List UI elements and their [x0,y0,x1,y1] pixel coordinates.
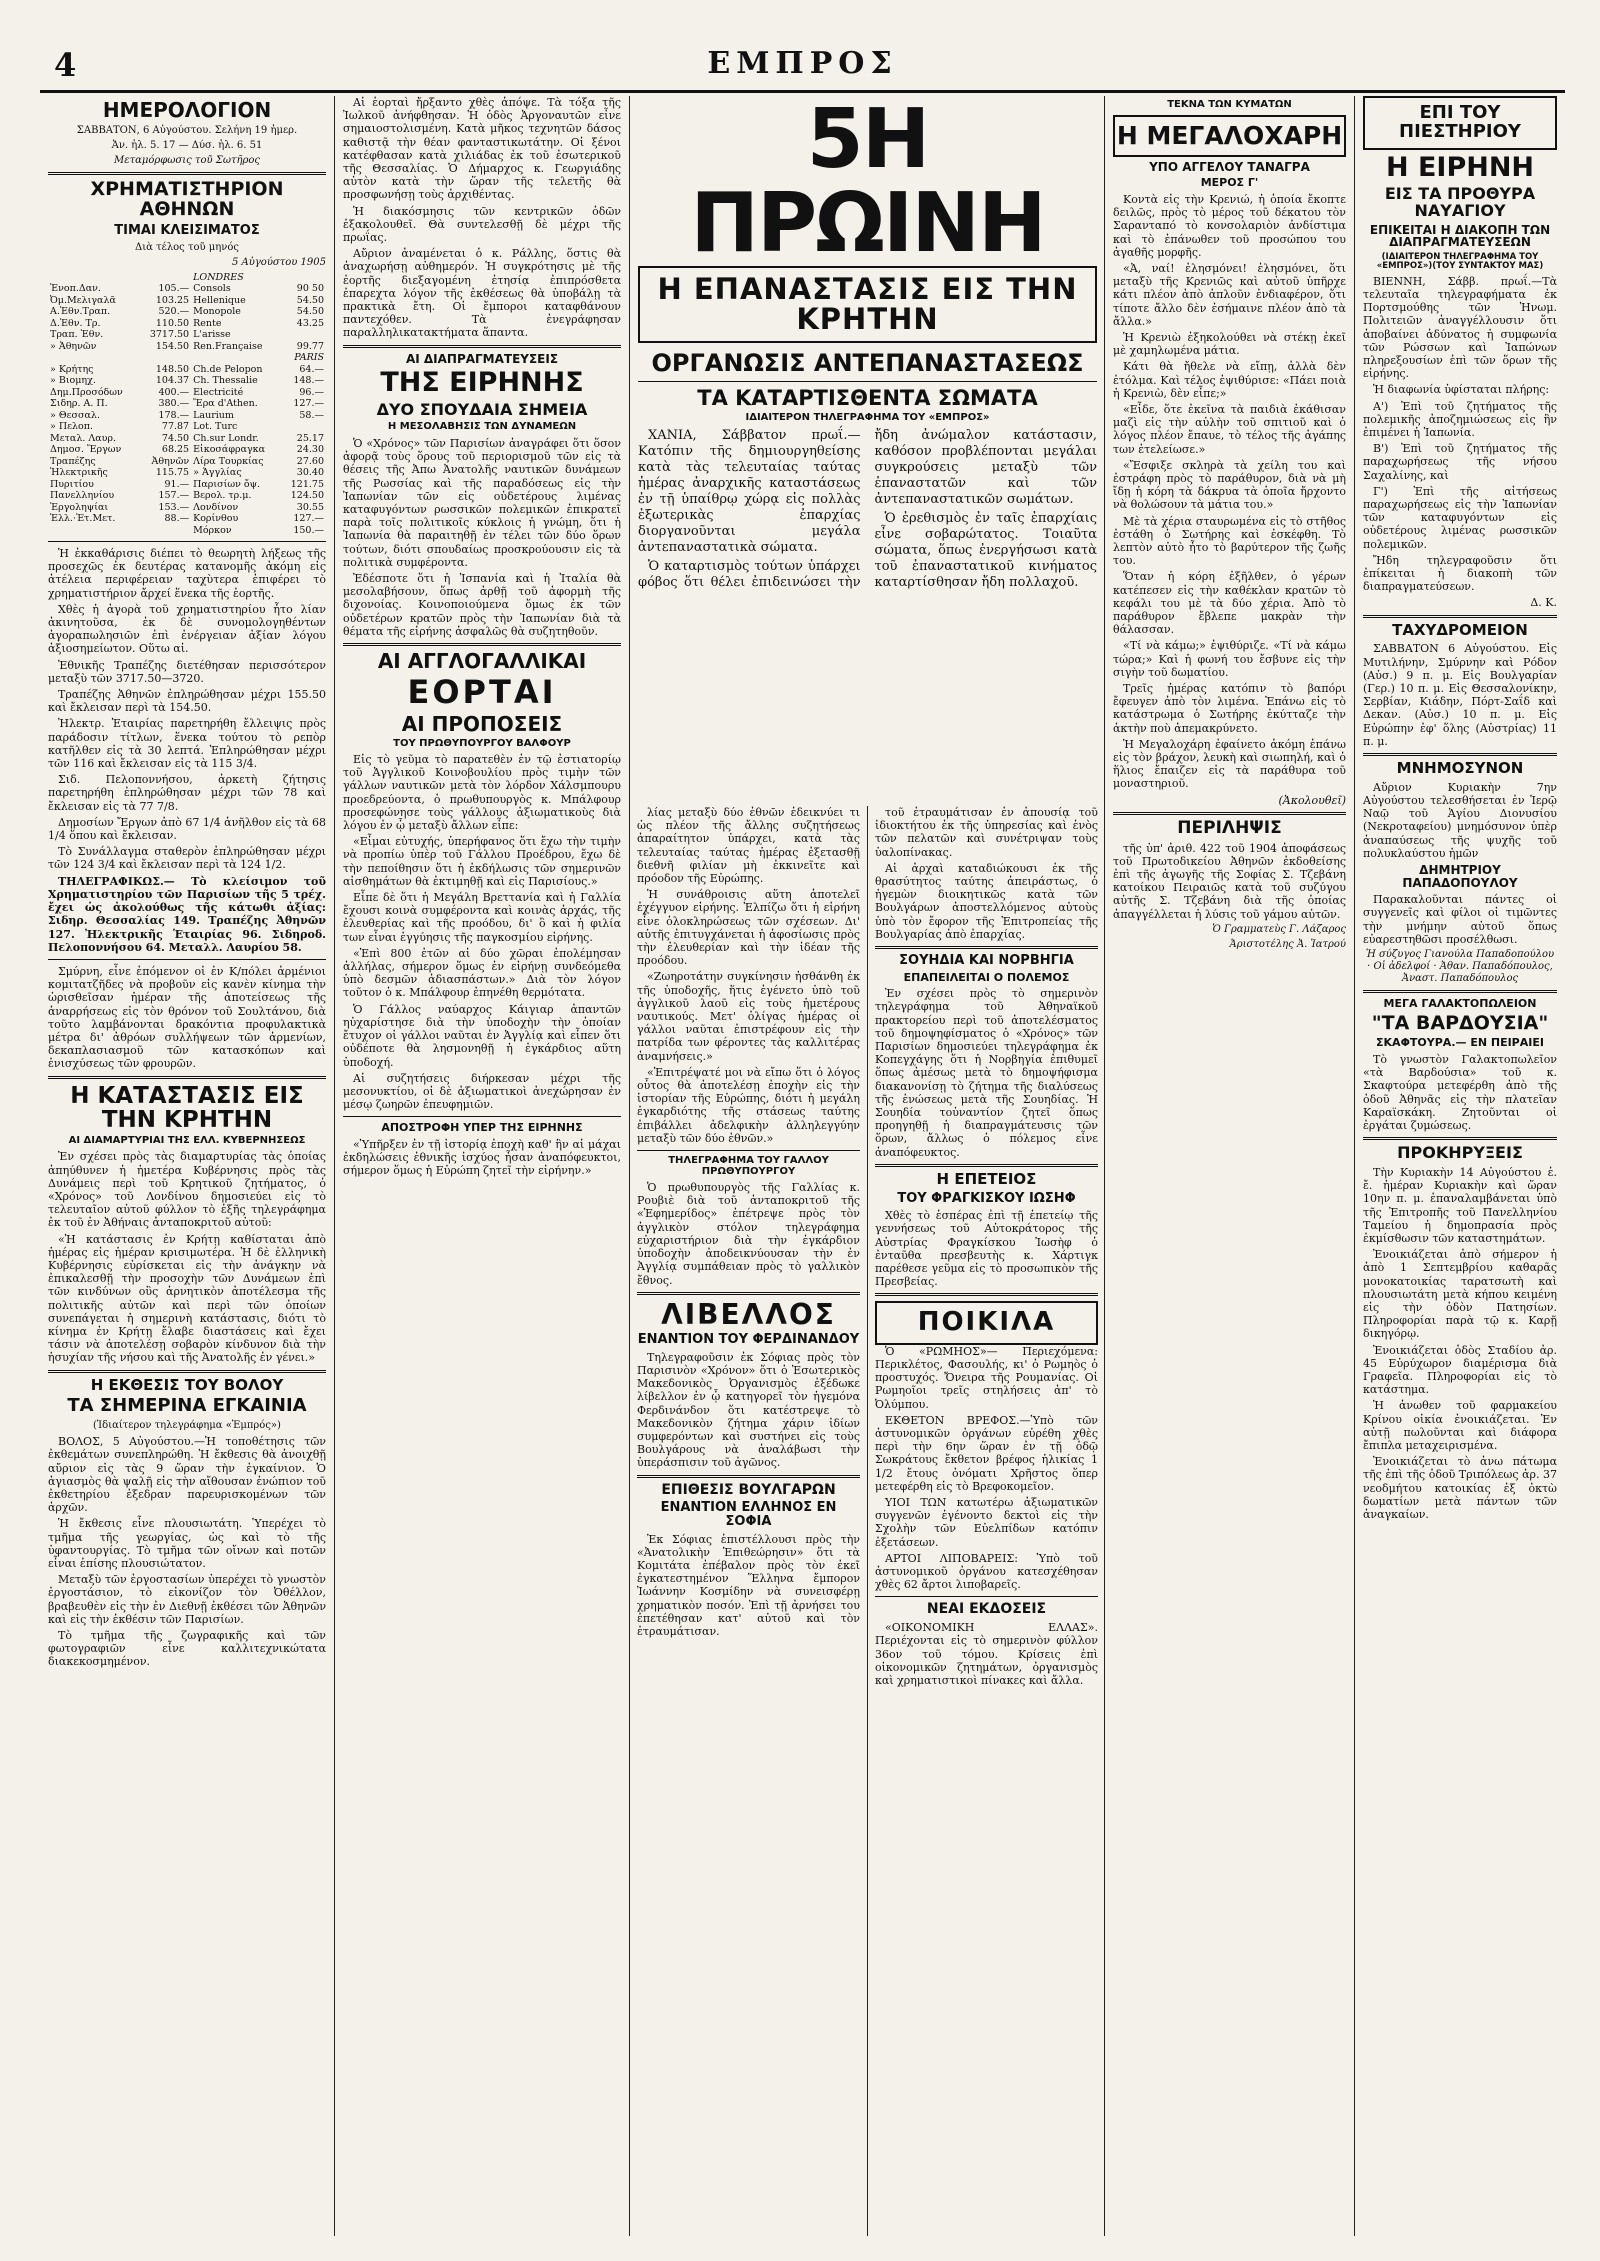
quote-cell: 157.— [158,490,190,502]
speech-paragraph: λίας μεταξὺ δύο ἐθνῶν ἐδεικνύει τι ὡς πλέον τῆς ἄλλης συζητήσεως ἀπαραίτητον ὑπάρχει, κατὰ τὰς τελευταίας ταύτας ἡμέρας ἐξετασθῇ διεθνῆ φιλίαν μὴ ἐκκινεῖτε καὶ πρόοδον τῆς Εὐρώπης. [637,806,860,886]
column-5 [1355,96,1565,2236]
dairy-kicker: ΜΕΓΑ ΓΑΛΑΚΤΟΠΩΛΕΙΟΝ [1383,996,1537,1010]
serial-paragraph: Κάτι θὰ ἤθελε νὰ εἴπῃ, ἀλλὰ δὲν ἐτόλμα. Καὶ τέλος ἐψιθύρισε: «Πάει ποιὰ ἡ Κρενιὼ, δὲν εἶπε;» [1113,360,1346,400]
quote-cell: Βερολ. τρ.μ. [193,490,252,502]
memorial-signature: Ἡ σύζυγος Γιανούλα Παπαδοπούλου · Οἱ ἀδελφοί · Ἀθαν. Παπαδόπουλος, Ἀναστ. Παπαδόπουλος [1365,948,1555,984]
lead-subtitle: ΟΡΓΑΝΩΣΙΣ ΑΝΤΕΠΑΝΑΣΤΑΣΕΩΣ [651,348,1084,377]
column-1 [40,96,335,2236]
quote-cell: Ch.sur Londr. [193,432,259,444]
peace-title: ΤΗΣ ΕΙΡΗΝΗΣ [380,367,584,399]
quote-cell: Πυριτίου [50,478,94,490]
bulgar-title: ΕΠΙΘΕΣΙΣ ΒΟΥΛΓΑΡΩΝ [661,1481,836,1498]
press-paragraph: Α') Ἐπὶ τοῦ ζητήματος τῆς πολεμικῆς ἀποζημιώσεως εἰς ἣν ἐπιμένει ἡ Ἰαπωνία. [1363,399,1557,439]
peace-article [343,437,621,638]
bulgar-continued-paragraph: Αἱ ἀρχαὶ καταδιώκουσι ἐκ τῆς θρασύτητος ταύτης ἀπειράστως, ὁ ἡγεμὼν διοικητικῶς κατὰ τῶν Βουλγάρων ἀποστελλόμενος αὐτοὺς ὑπὸ τὸν ἔφορον τῆς Ἐπιτροπείας τῆς Βουλγαρίας ἀπὸ ἐπαρχίας. [875,861,1098,941]
quote-row [48,283,326,295]
volos-continued-paragraph: Αἱ ἑορταὶ ἤρξαντο χθὲς ἀπόψε. Τὰ τόξα τῆς Ἰωλκοῦ ἀνήφθησαν. Ἡ ὁδὸς Ἀργοναυτῶν εἶνε σημαιοστολισμένη. Κατὰ μῆκος τεχνητῶν δάσος καθιστᾷ τὴν θέαν φανταστικωτάτην. Οἱ ξένοι κατέφθασαν κατὰ χιλιάδας ἐκ τοῦ ἐσωτερικοῦ τῆς Θεσσαλίας. Ὁ Δήμαρχος κ. Γεωργιάδης αὐτὸν κατὰ τὴν ὥραν τῆς τελετῆς θὰ προσφωνήσῃ τοὺς ἀρχιθέντας. [343,96,621,202]
quote-cell: Ἀθηνῶν [151,455,190,467]
serial-title: Η ΜΕΓΑΛΟΧΑΡΗ [1116,120,1343,150]
quote-cell: Ἐργοληψίαι [50,501,109,513]
quote-cell: 54.50 [296,294,324,306]
press-article [1363,275,1557,594]
serial-paragraph: «Τί νὰ κάμω;» ἐψιθύριζε. «Τί νὰ κάμω τώρα;» Καὶ ἡ φωνή του ἔσβυνε εἰς τὴν σιγὴν τοῦ δωματίου. [1113,639,1346,679]
volos-subtitle: ΤΑ ΣΗΜΕΡΙΝΑ ΕΓΚΑΙΝΙΑ [67,1395,307,1417]
peace-subtitle: ΔΥΟ ΣΠΟΥΔΑΙΑ ΣΗΜΕΙΑ [376,399,588,419]
volos-paragraph: ΒΟΛΟΣ, 5 Αὐγούστου.—Ἡ τοποθέτησις τῶν ἐκθεμάτων συνεπληρώθη. Ἡ ἔκθεσις θὰ ἀνοιχθῇ αὔριον εἰς τὰς 9 ὥραν τὴν ἐγκαίνιον. Ὁ ἀγιασμὸς θὰ ψαλῇ εἰς τὴν αἴθουσαν ἐνώπιον τοῦ ἐκθετηρίου ἐξεδραν παρευρισκομένων τῶν ἀρχῶν. [48,1435,326,1515]
bulgar-article-continued [875,806,1098,941]
anglo-subtitle-2: ΤΟΥ ΠΡΩΘΥΠΟΥΡΓΟΥ ΒΑΛΦΟΥΡ [393,737,571,749]
serial-paragraph: «Εἶδε, ὅτε ἐκεῖνα τὰ παιδιὰ ἐκάθισαν μαζὶ εἰς τὴν αὐλὴν τοῦ σπιτιοῦ καὶ ὁ λόγος πλέον ἔπαυε, τὸ τέλος τῆς ἀγάπης των ἐτελείωσε.» [1113,402,1346,456]
jubilee-title: Η ΕΠΕΤΕΙΟΣ [936,1169,1037,1188]
quote-row [48,525,326,537]
quote-row [48,410,326,422]
misc-paragraph: ΑΡΤΟΙ ΛΙΠΟΒΑΡΕΙΣ: Ὑπὸ τοῦ ἀστυνομικοῦ ὀργάνου κατεσχέθησαν χθὲς 62 ἄρτοι λιποβαρεῖς. [875,1551,1098,1592]
market-paragraph: Ἐθνικῆς Τραπέζης διετέθησαν περισσότερον μεταξὺ τῶν 3717.50—3720. [48,658,326,685]
press-paragraph: Γ') Ἐπὶ τῆς αἰτήσεως παραχωρήσεως εἰς τὴν Ἰαπωνίαν τῶν καταφυγόντων εἰς οὐδετέρους λιμένας ρωσσικῶν πολεμικῶν. [1363,484,1557,551]
apostrophe-paragraph: «Ὑπῆρξεν ἐν τῇ ἱστορίᾳ ἐποχὴ καθ' ἣν αἱ μάχαι ἐκδηλώσεις ἐθνικῆς ἰσχύος ἦσαν ἀναπόφευκτοι, σήμερον ὅμως ἡ Εὐρώπη ζητεῖ τὴν εἰρήνην.» [343,1137,621,1178]
quote-cell: 127.— [293,513,324,525]
bulgar-continued-paragraph: τοῦ ἐτραυμάτισαν ἐν ἀπουσίᾳ τοῦ ἰδιοκτήτου ἐκ τῆς ὑπηρεσίας καὶ ἑνὸς τῶν πελατῶν καὶ συνέτριψαν τοὺς ὑαλοπίνακας. [875,806,1098,859]
serial-paragraph: Ἡ Μεγαλοχάρη ἐφαίνετο ἀκόμη ἐπάνω εἰς τὸν βράχον, λευκὴ καὶ σιωπηλή, καὶ ὁ ἥλιος ἔπαιζεν εἰς τὰ παράθυρα τοῦ μοναστηριοῦ. [1113,737,1346,791]
speech-paragraph: «Ζωηροτάτην συγκίνησιν ἠσθάνθη ἐκ τῆς ὑποδοχῆς, ἥτις ἐγένετο ὑπὸ τοῦ ἀγγλικοῦ λαοῦ εἰς τοὺς ἡμετέρους ναυτικούς. Μετ' ὀλίγας ἡμέρας οἱ γάλλοι ναῦται ἐπιστρέφουν εἰς τὴν πατρίδα των φέροντες τὰς καλλιτέρας ἀναμνήσεις.» [637,970,860,1063]
masthead [40,46,1565,93]
press-subtitle: ΕΙΣ ΤΑ ΠΡΟΘΥΡΑ ΝΑΥΑΓΙΟΥ [1384,184,1536,220]
quote-cell: Ἔρα d'Athen. [193,398,258,410]
quote-cell: Ὀμ.Μελιγαλᾶ [50,294,116,306]
quote-cell: 74.50 [161,432,190,444]
quote-cell: 154.50 [155,340,190,352]
perilipsis-title: ΠΕΡΙΛΗΨΙΣ [1177,817,1282,838]
quote-cell: Μόρκον [193,524,232,536]
quote-row [48,387,326,399]
dairy-subtitle: ΣΚΑΦΤΟΥΡΑ.— ΕΝ ΠΕΙΡΑΙΕΙ [1376,1036,1544,1050]
speech-continued [637,806,860,1145]
quote-row [48,375,326,387]
quote-cell: 148.— [293,375,324,387]
quote-cell: 148.50 [155,363,190,375]
quote-cell [282,329,326,341]
thanks-title: ΤΗΛΕΓΡΑΦΗΜΑ ΤΟΥ ΓΑΛΛΟΥ ΠΡΩΘΥΠΟΥΡΓΟΥ [668,1155,829,1177]
sweden-title: ΣΟΥΗΔΙΑ ΚΑΙ ΝΟΡΒΗΓΙΑ [899,953,1074,969]
lead-title: Η ΕΠΑΝΑΣΤΑΣΙΣ ΕΙΣ ΤΗΝ ΚΡΗΤΗΝ [657,272,1078,337]
quote-cell: Monopole [193,306,241,318]
quote-cell: Ἐνοπ.Δαν. [50,283,101,295]
quote-cell: Δ.Ἐθν. Τρ. [50,317,101,329]
quote-cell: 43.25 [296,317,324,329]
page-number: 4 [54,46,77,84]
notice-paragraph: Ἡ ἀνωθεν τοῦ φαρμακείου Κρίνου οἰκία ἐνοικιάζεται. Ἐν αὐτῇ πωλοῦνται καὶ διάφορα ἔπιπλα μεταχειρισμένα. [1363,1399,1557,1453]
perilipsis-paragraph: τῆς ὑπ' ἀριθ. 422 τοῦ 1904 ἀποφάσεως τοῦ Πρωτοδικείου Ἀθηνῶν ἐκδοθείσης ἐπὶ τῆς ἀγωγῆς τῆς Σοφίας Σ. Τζεβάνη κατοίκου Πειραιῶς κατὰ τοῦ συζύγου αὐτῆς Σ. Τζεβάνη διὰ τῆς ὁποίας ἀπαγγέλλεται ἡ λύσις τοῦ γάμου αὐτῶν. [1113,841,1346,921]
quote-cell: Εἰκοσάφραγκα [193,444,266,456]
anglo-paragraph: Ὁ Γάλλος ναύαρχος Κάιγιαρ ἀπαντῶν ηὐχαρίστησε διὰ τὴν ὑποδοχὴν τὴν ὁποίαν ἔτυχον οἱ γάλλοι ναῦται ἐν Ἀγγλίᾳ καὶ εἶπεν ὅτι οὐδέποτε θὰ λησμονηθῇ ἡ ἐγκάρδιος αὕτη ὑποδοχή. [343,1002,621,1069]
notices [1363,1166,1557,1521]
apostrophe-title: ΑΠΟΣΤΡΟΦΗ ΥΠΕΡ ΤΗΣ ΕΙΡΗΝΗΣ [381,1121,583,1135]
sweden-subtitle: ΕΠΑΠΕΙΛΕΙΤΑΙ Ο ΠΟΛΕΜΟΣ [903,970,1070,984]
serial-paragraph: «Ἔσφιξε σκληρὰ τὰ χείλη του καὶ ἐστράφη πρὸς τὸ παράθυρον, διὰ νὰ μὴ ἴδῃ ἡ κόρη τὰ δάκρυα τὰ ὁποῖα ἤρχοντο νὰ θολώσουν τὰ μάτια του.» [1113,458,1346,512]
peace-subtitle-2: Η ΜΕΣΟΛΑΒΗΣΙΣ ΤΩΝ ΔΥΝΑΜΕΩΝ [387,421,577,433]
quote-row [48,513,326,525]
memorial-paragraph: Αὔριον Κυριακὴν 7ην Αὐγούστου τελεσθήσεται ἐν Ἱερῷ Ναῷ τοῦ Ἁγίου Διονυσίου (Νεκροταφείου) μνημόσυνον ὑπὲρ ἀναπαύσεως τῆς ψυχῆς τοῦ πολυκλαύστου ἡμῶν [1363,780,1557,860]
misc-paragraph: ΥΙΟΙ ΤΩΝ κατωτέρω ἀξιωματικῶν συγγενῶν ἐγένοντο δεκτοὶ εἰς τὴν Σχολὴν τῶν Εὐελπίδων κατόπιν ἐξετάσεων. [875,1496,1098,1549]
column-2 [335,96,630,2236]
quote-cell: Δημ.Προσόδων [50,386,123,398]
calendar-line: Ἀν. ἡλ. 5. 17 — Δύσ. ἡλ. 6. 51 [111,140,263,151]
crete-subtitle: ΑΙ ΔΙΑΜΑΡΤΥΡΙΑΙ ΤΗΣ ΕΛΛ. ΚΥΒΕΡΝΗΣΕΩΣ [68,1134,306,1146]
quote-cell: Laurium [193,409,234,421]
volos-article [48,1435,326,1668]
quote-cell: Σιδηρ. Α. Π. [50,398,108,410]
quote-cell: 24.30 [296,444,324,456]
quote-cell: Τραπ. Ἐθν. [50,329,104,341]
quote-cell: Τραπέζης [50,455,96,467]
anglo-article [343,753,621,1111]
post-title: ΤΑΧΥΔΡΟΜΕΙΟΝ [1392,620,1528,639]
quote-cell: 124.50 [290,490,324,502]
quote-cell [48,525,140,537]
market-paragraph: Σιδ. Πελοποννήσου, ἀρκετὴ ζήτησις παρετηρήθη ἐπληρώθησαν μέχρι τῶν 78 καὶ ἔκλεισαν εἰς τὰ 77 7/8. [48,773,326,813]
notice-paragraph: Ἐνοικιάζεται ἀπὸ σήμερον ἡ ἀπὸ 1 Σεπτεμβρίου καθαρᾶς μονοκατοικίας ταρατσωτὴ καὶ πλουσιωτάτη μετὰ κήπου κειμένη εἰς τὴν ὁδὸν Πατησίων. Πληροφορίαι παρὰ τῷ κ. Καρῇ δικηγόρῳ. [1363,1248,1557,1341]
quote-cell: » Ἀγγλίας [193,467,242,479]
speech-paragraph: Ἡ συνάθροισις αὕτη ἀποτελεῖ ἐχέγγυον εἰρήνης. Ἐλπίζω ὅτι ἡ εἰρήνη εἶνε ὁλοκληρώσεως τῶν σχέσεων. Δι' αὐτῆς ἐπιτυγχάνεται ἡ ἀφοσίωσις πρὸς τὴν ἐλευθερίαν καὶ τὴν ἰδέαν τῆς προόδου. [637,888,860,968]
edition-label: 5Η ΠΡΩΙΝΗ [690,96,1045,271]
quote-cell: 88.— [164,513,190,525]
lead-subtitle-2: ΤΑ ΚΑΤΑΡΤΙΣΘΕΝΤΑ ΣΩΜΑΤΑ [697,386,1038,411]
quote-cell: 110.50 [155,317,190,329]
press-kicker: ΕΠΙ ΤΟΥ ΠΙΕΣΤΗΡΙΟΥ [1399,102,1521,142]
serial-story [1113,193,1346,791]
quote-cell: 105.— [158,283,190,295]
quote-cell: Ἠλεκτρικῆς [50,467,108,479]
libel-paragraph: Τηλεγραφοῦσιν ἐκ Σόφιας πρὸς τὸν Παρισινὸν «Χρόνον» ὅτι ὁ Ἐσωτερικὸς Μακεδονικὸς Ὀργανισμὸς ἐξέδωκε λίβελλον ἐν ᾧ κατηγορεῖ τὸν ἡγεμόνα Φερδινάνδον ὅτι κατέστρεψε τὸ Μακεδονικὸν ζήτημα χάριν ἰδίων συμφερόντων καὶ συστήνει εἰς τοὺς Βουλγάρους νὰ ἀναλάβωσι τὴν ὑπεράσπισιν τοῦ ἀγῶνος. [637,1350,860,1470]
newpub-paragraph: «ΟΙΚΟΝΟΜΙΚΗ ΕΛΛΑΣ». Περιέχονται εἰς τὸ σημερινὸν φύλλον 36ον τοῦ τόμου. Κρίσεις ἐπὶ οἰκονομικῶν ζητημάτων, ὀργανισμὸς καὶ χρηματιστικοὶ πίνακες καὶ ἄλλα. [875,1621,1098,1687]
serial-continued: (Ἀκολουθεῖ) [1278,793,1346,807]
quote-cell: Rente [193,317,222,329]
misc-section [875,1345,1098,1592]
press-paragraph: Ἤδη τηλεγραφοῦσιν ὅτι ἐπίκειται ἡ διακοπὴ τῶν διαπραγματεύσεων. [1363,553,1557,594]
dairy-title: "ΤΑ ΒΑΡΔΟΥΣΙΑ" [1371,1011,1549,1034]
notice-title: ΠΡΟΚΗΡΥΞΕΙΣ [1397,1143,1523,1163]
anglo-title: ΕΟΡΤΑΙ [407,672,557,711]
quote-cell: 91.— [164,478,190,490]
press-signature: Δ. Κ. [1530,596,1557,610]
press-paragraph: Β') Ἐπὶ τοῦ ζητήματος τῆς παραχωρήσεως τῆς νήσου Σαχαλίνης, καὶ [1363,442,1557,482]
anglo-subtitle: ΑΙ ΠΡΟΠΟΣΕΙΣ [401,711,563,736]
quote-row [48,341,326,353]
peace-paragraph: Ἐδέσποτε ὅτι ἡ Ἰσπανία καὶ ἡ Ἰταλία θὰ μεσολαβήσουν, ὅπως ἀρθῇ τοῦ ἀφορμὴ τῆς διχονοίας. Κοινοποιούμενα ὅμως ἐκ τῶν οὐδετέρων κρατῶν πρὸς τὴν Ἰαπωνίαν διὰ τὰ θέματα τῆς εἰρήνης ἀσφαλῶς θὰ συζητηθοῦν. [343,571,621,638]
exchange-title: ΧΡΗΜΑΤΙΣΤΗΡΙΟΝ ΑΘΗΝΩΝ [90,178,284,220]
bulgar-paragraph: Ἐκ Σόφιας ἐπιστέλλουσι πρὸς τὴν «Ἀνατολικὴν Ἐπιθεώρησιν» ὅτι τὰ Κομιτάτα ἐπέβαλον πρὸς τὸν ἐκεῖ ἐγκατεστημένον Ἕλληνα ἔμπορον Ἰωάννην Κοσμίδην νὰ συνεισφέρῃ χρηματικὸν ποσόν. Ἐπὶ τῇ ἀρνήσει του ἐπετέθησαν κατ' αὐτοῦ καὶ τὸν ἐτραυμάτισαν. [637,1532,860,1638]
quote-cell: Ch.de Pelopon [193,363,263,375]
column-3-left [630,806,868,2236]
columns [40,96,1565,2236]
column-3-right [868,806,1105,2236]
newpub-title: ΝΕΑΙ ΕΚΔΟΣΕΙΣ [926,1601,1047,1618]
quote-cell: 104.37 [155,375,190,387]
quotes-header: PARIS [294,352,324,364]
quote-cell: 68.25 [161,444,190,456]
market-paragraph: Ἡ ἐκκαθάρισις διέπει τὸ θεωρητὴ λήξεως τῆς προσεχῶς ἐκ δευτέρας κατανομῆς ἀκόμη εἰς ἀτέλεια περιφέρειαν ταχὺτερα ἐπιφέρει τὸ χρηματιστήριον ἄρχεί ἕνεκα τῆς ἑορτῆς. [48,547,326,600]
exchange-note: Διὰ τέλος τοῦ μηνός [135,241,239,253]
market-report [48,547,326,872]
calendar-title: ΗΜΕΡΟΛΟΓΙΟΝ [102,98,272,122]
quote-cell: Hellenique [193,294,246,306]
misc-paragraph: ΕΚΘΕΤΟΝ ΒΡΕΦΟΣ.—Ὑπὸ τῶν ἀστυνομικῶν ὀργάνων εὑρέθη χθὲς περὶ τὴν 6ην ὥραν ἐν τῇ ὁδῷ Σωκράτους ἔκθετον βρέφος ἡλικίας 1 1/2 ἔτους ὀνόματι Χρῆστος ὅπερ μετεφέρθη εἰς τὸ Βρεφοκομεῖον. [875,1413,1098,1493]
anglo-paragraph: «Ἐπὶ 800 ἐτῶν αἱ δύο χῶραι ἐπολέμησαν ἀλλήλας, σήμερον ὅμως ἐν εἰρήνῃ συνδεόμεθα ὑπὸ δεσμῶν ἀδιασπάστων.» Διὰ τὸν λόγον τοῦτον ὁ κ. Μπάλφουρ ἐπηνέθη θερμότατα. [343,946,621,1000]
serial-paragraph: Ἡ Κρενιὼ ἐξηκολούθει νὰ στέκῃ ἐκεῖ μὲ χαμηλωμένα μάτια. [1113,330,1346,358]
press-title: Η ΕΙΡΗΝΗ [1385,151,1535,183]
quote-cell: 400.— [158,386,190,398]
thanks-paragraph: Ὁ πρωθυπουργὸς τῆς Γαλλίας κ. Ρουβιὲ διὰ τοῦ ἀνταποκριτοῦ τῆς «Ἐφημερίδος» ἐπέτρεψε πρὸς τὸν ἀγγλικὸν στόλον τηλεγράφημα εὐχαριστήριον διὰ τὴν ἐγκάρδιον ὑποδοχὴν ἀποδεικνύουσαν τὴν ἐν Ἀγγλίᾳ συμπάθειαν πρὸς τὸ γαλλικὸν ἔθνος. [637,1181,860,1287]
quote-cell: Λίρα Τουρκίας [193,455,264,467]
quote-cell: 99.77 [296,340,324,352]
serial-byline: ΥΠΟ ΑΓΓΕΛΟΥ ΤΑΝΑΓΡΑ [1149,159,1310,174]
quote-row [48,479,326,491]
anglo-paragraph: Εἶπε δὲ ὅτι ἡ Μεγάλη Βρεττανία καὶ ἡ Γαλλία ἔχουσι κοινὰ συμφέροντα καὶ κοινὰς ἀρχάς, τῆς ἐλευθερίας καὶ τῆς προόδου, δι' ὃ καὶ ἡ φιλία των εἶναι ἐγγύησις τῆς παγκοσμίου εἰρήνης. [343,891,621,944]
quote-cell: Δημοσ. Ἔργων [50,444,122,456]
market-paragraph: Τὸ Συνάλλαγμα σταθερὸν ἐπληρώθησαν μέχρι τῶν 124 3/4 καὶ ἔκλεισαν περὶ τὰ 124 1/2. [48,845,326,872]
quote-cell: Παρισίων ὄψ. [193,478,261,490]
lead-paragraph: Ὁ καταρτισμὸς τούτων ὑπάρχει φόβος ὅτι θέλει ἐπιδεινώσει τὴν ἤδη ἀνώμαλον κατάστασιν, καθόσον προβλέπονται μεγάλαι συγκρούσεις μεταξὺ τῶν ἐπαναστατῶν καὶ τῶν ἀντεπαναστατικῶν σωμάτων. [638,427,1097,590]
lead-paragraph: ΧΑΝΙΑ, Σάββατον πρωΐ.— Κατόπιν τῆς δημιουργηθείσης κατὰ τὰς τελευταίας ταύτας ἡμέρας ἀναρχικῆς καταστάσεως ἐν τῇ ὑπαίθρῳ χώρᾳ εἰς πολλὰς ἐξωτερικὰς ἐπαρχίας διοργανοῦνται μεγάλα ἀντεπαναστατικὰ σώματα. [638,427,861,555]
press-subtitle-2: ΕΠΙΚΕΙΤΑΙ Η ΔΙΑΚΟΠΗ ΤΩΝ ΔΙΑΠΡΑΓΜΑΤΕΥΣΕΩΝ [1369,222,1551,250]
volos-article-continued [343,96,621,340]
jubilee-paragraph: Χθὲς τὸ ἑσπέρας ἐπὶ τῇ ἐπετείῳ τῆς γεννήσεως τοῦ Αὐτοκράτορος τῆς Αὐστρίας Φραγκίσκου Ἰωσὴφ ὁ ἐνταῦθα πρεσβευτὴς κ. Χάρτιγκ παρέθεσε γεῦμα εἰς τὸ προσωπικὸν τῆς Πρεσβείας. [875,1209,1098,1289]
memorial-paragraph-2: Παρακαλοῦνται πάντες οἱ συγγενεῖς καὶ φίλοι οἱ τιμῶντες τὴν μνήμην αὐτοῦ ὅπως εὐαρεστηθῶσι προσέλθωσι. [1363,893,1557,946]
quote-cell: 25.17 [296,432,324,444]
serial-paragraph: Ὅταν ἡ κόρη ἐξῆλθεν, ὁ γέρων κατέπεσεν εἰς τὴν καθέκλαν κρατῶν τὸ κεφάλι του μὲ τὰ δύο χέρια. Ἀπὸ τὸ παράθυρον ἔβλεπε μακρὰν τὴν θάλασσαν. [1113,570,1346,637]
serial-paragraph: Τρεῖς ἡμέρας κατόπιν τὸ βαπόρι ἔφευγεν ἀπὸ τὸν λιμένα. Ἐπάνω εἰς τὸ κατάστρωμα ὁ Σωτήρης ἐκύτταζε τὴν ἀκτὴν ποὺ ἀπεμακρύνετο. [1113,682,1346,735]
press-paragraph: Ἡ διαφωνία ὑφίσταται πλήρης: [1373,383,1550,397]
quote-row [48,433,326,445]
volos-title: Η ΕΚΘΕΣΙΣ ΤΟΥ ΒΟΛΟΥ [90,1375,284,1394]
quote-cell: 103.25 [155,294,190,306]
column-4 [1105,96,1355,2236]
quote-row [48,421,326,433]
memorial-name: ΔΗΜΗΤΡΙΟΥ ΠΑΠΑΔΟΠΟΥΛΟΥ [1402,862,1518,890]
column-3 [630,96,1105,2236]
quote-cell [282,421,326,433]
volos-continued-paragraph: Αὔριον ἀναμένεται ὁ κ. Ράλλης, ὅστις θὰ ἀναχωρήσῃ αὐθημερόν. Ἡ συγκρότησις μὲ τῆς ἐορτῆς διεξαγομένη ἐτησίᾳ ἐπιπρόσθετα ἐπαρεχτα λόγον τῆς ἐκθέσεως θὰ ὑποβάλῃ τὰ πρακτικὰ ἔτη. Οἱ ἔμποροι καταφθάνουν παντεχόθεν. Τὰ ἐνεγράφησαν παραλληλικατακτήματα ἅπαντα. [343,247,621,340]
quote-row [48,444,326,456]
quote-cell: 77.87 [161,421,190,433]
quote-row [48,295,326,307]
quote-row [48,502,326,514]
quote-cell: 30.40 [296,467,324,479]
quote-row [48,329,326,341]
bulgar-subtitle: ΕΝΑΝΤΙΟΝ ΕΛΛΗΝΟΣ ΕΝ ΣΟΦΙΑ [660,1500,837,1529]
quote-cell: L'arisse [193,329,231,341]
quote-cell: Ἑλλ.·Ἐτ.Μετ. [50,513,116,525]
quote-cell: 115.75 [155,467,190,479]
quote-cell: 90 50 [296,283,324,295]
quote-cell: 64.— [299,363,324,375]
speech-paragraph: «Ἐπιτρέψατέ μοι νὰ εἴπω ὅτι ὁ λόγος οὗτος θὰ ἀποτελέσῃ ἐποχὴν εἰς τὴν ἱστορίαν τῆς Εὐρώπης, διότι ἡ μεγάλη ἐγκαρδιότης τῆς στάσεως ταύτης ἐπιβάλλει ἀδελφικὴν ἀλληλεγγύην μεταξὺ τῶν δύο ἐθνῶν.» [637,1065,860,1145]
quote-row [48,456,326,468]
quote-cell: 30.55 [296,501,324,513]
jubilee-subtitle: ΤΟΥ ΦΡΑΓΚΙΣΚΟΥ ΙΩΣΗΦ [897,1190,1076,1206]
quote-cell: Μεταλ. Λαυρ. [50,432,117,444]
quotes-header: LONDRES [193,271,244,283]
quote-cell: Κορίνθου [193,513,239,525]
quote-cell: » Κρήτης [50,363,94,375]
quote-row [48,364,326,376]
quote-cell: » Ἀθηνῶν [50,340,97,352]
telegraph-paragraph: ΤΗΛΕΓΡΑΦΙΚΩΣ.— Τὸ κλείσιμον τοῦ Χρηματιστηρίου τῶν Παρισίων τῆς 5 τρέχ. ἔχει ὡς ἀκολούθως τῆς κάτωθι ἀξίας: Σιδηρ. Θεσσαλίας 149. Τραπέζης Ἀθηνῶν 127. Ἠλεκτρικῆς Ἑταιρίας 96. Σιδηροδ. Πελοποννήσου 64. Μεταλλ. Λαυρίου 58. [48,874,326,954]
volos-paragraph: Μεταξὺ τῶν ἐργοστασίων ὑπερέχει τὸ γνωστὸν ἐργοστάσιον, τὸ εἰκονίζον τὸν Ὀθέλλον, βραβευθὲν εἰς τὴν ἐν Διεθνῇ ἐκθέσει τῶν Ἀθηνῶν καὶ εἰς τὴν ἐκθέσιν τῶν Παρισίων. [48,1573,326,1626]
notice-paragraph: Ἐνοικιάζεται τὸ ἀνω πάτωμα τῆς ἐπὶ τῆς ὁδοῦ Τριπόλεως ἀρ. 37 νεοδμήτου κατοικίας ἐξ ὀκτὼ δωματίων μετὰ πάντων τῶν ἀναγκαίων. [1363,1455,1557,1522]
serial-kicker: ΤΕΚΝΑ ΤΩΝ ΚΥΜΑΤΩΝ [1167,99,1292,110]
exchange-subtitle: ΤΙΜΑΙ ΚΛΕΙΣΙΜΑΤΟΣ [114,222,260,238]
post-paragraph: ΣΑΒΒΑΤΟΝ 6 Αὐγούστου. Εἰς Μυτιλήνην, Σμύρνην καὶ Ρόδον (Αὐσ.) 9 π. μ. Εἰς Βουλγαρίαν (Γερ.) 10 π. μ. Εἰς Θεσσαλονίκην, Σερβίαν, Κιάδην, Πόρτ-Σαΐδ καὶ Δεκαν. (Αὐσ.) 10 π. μ. Εἰς Εὐρώπην ἐφ' ὅλης (Αὐστρίας) 11 π. μ. [1363,642,1557,748]
calendar-line: ΣΑΒΒΑΤΟΝ, 6 Αὐγούστου. Σελήνη 19 ἡμερ. [76,125,298,136]
quote-cell: » Πελοπ. [50,421,94,433]
smyrni-paragraph: Σμύρνη, εἶνε ἐπόμενον οἱ ἐν Κ/πόλει ἀρμένιοι κομιτατζῆδες νὰ προβοῦν εἰς κανὲν κίνημα τὴν ὡρισθεῖσαν ἡμέραν τῆς ἀποτείσεως τῆς ἀναρρήσεως εἰς τὸν θρόνον τοῦ Σουλτάνου, διὰ τοῦτο λαμβάνονται δρακόντια προφυλακτικὰ μέτρα δι' ἀθρόων συλλήψεων τῶν ἀρμενίων, δεκαπλασιασμοῦ τῶν κατασκόπων καὶ ἐνισχύσεως τῶν φρουρῶν. [48,964,326,1071]
volos-paragraph: Τὸ τμῆμα τῆς ζωγραφικῆς καὶ τῶν φωτογραφιῶν εἶνε καλλιτεχνικώτατα διακεκοσμημένον. [48,1629,326,1669]
anglo-paragraph: Εἰς τὸ γεῦμα τὸ παρατεθὲν ἐν τῷ ἐστιατορίῳ τοῦ Ἀγγλικοῦ Κοινοβουλίου πρὸς τιμὴν τῶν γάλλων ναυτικῶν μετὰ τὸν λόρδον Χάλσμπουρυ προεδρεύοντα, ὁ πρωθυπουργὸς κ. Μπάλφουρ προσεφώνησε τοὺς γάλλους ἀξιωματικοὺς διὰ λόγου ἐν ᾧ μεταξὺ ἄλλων εἶπε: [343,753,621,833]
quote-cell: 27.60 [296,455,324,467]
quote-cell: » Θεσσαλ. [50,409,100,421]
quote-cell: 153.— [158,501,190,513]
anglo-paragraph: «Εἶμαι εὐτυχής, ὑπερήφανος ὅτι ἔχω τὴν τιμὴν νὰ προπίω ὑπὲρ τοῦ Γάλλου Προέδρου, ἔχω δὲ τὴν πεποίθησιν ὅτι ἡ ἐκδήλωσις τῶν σημερινῶν αἰσθημάτων θὰ ἐκτιμηθῇ καὶ εἰς Παρισίους.» [343,835,621,888]
quote-row [48,306,326,318]
quote-cell: 127.— [293,398,324,410]
peace-kicker: ΑΙ ΔΙΑΠΡΑΓΜΑΤΕΥΣΕΙΣ [405,351,559,366]
anglo-paragraph: Αἱ συζητήσεις διήρκεσαν μέχρι τῆς μεσονυκτίου, οἱ δὲ ἀξιωματικοὶ ἀνεχώρησαν ἐν μέσῳ ζωηρῶν ἐπευφημιῶν. [343,1071,621,1112]
quote-row [48,467,326,479]
quote-cell: Consols [193,283,231,295]
anglo-kicker: ΑΙ ΑΓΓΛΟΓΑΛΛΙΚΑΙ [377,648,587,673]
misc-title: ΠΟΙΚΙΛΑ [917,1307,1056,1338]
quote-cell: Λονδίνον [193,501,239,513]
lead-telegram-note: ΙΔΙΑΙΤΕΡΟΝ ΤΗΛΕΓΡΑΦΗΜΑ ΤΟΥ «ΕΜΠΡΟΣ» [745,412,990,424]
market-paragraph: Χθὲς ἡ ἀγορὰ τοῦ χρηματιστηρίου ἦτο λίαν ἀκινητοῦσα, ἐκ δὲ συνομολογηθέντων ἀγοραπωλησιῶν ἐπὶ ἐνέργειαν ἀξίαν λόγου ἀξιοσημείωτον. Οὕτω αἱ. [48,602,326,656]
dairy-paragraph: Τὸ γνωστὸν Γαλακτοπωλεῖον «τὰ Βαρδούσια» τοῦ κ. Σκαφτούρα μετεφέρθη ἀπὸ τῆς ὁδοῦ Ἀθηνᾶς εἰς τὴν πλατεῖαν Καραϊσκάκη. Ζητοῦνται οἱ ἐργάται ζυμώσεως. [1363,1053,1557,1133]
quote-cell: Lot. Turc [193,421,238,433]
press-paragraph: ΒΙΕΝΝΗ, Σάββ. πρωΐ.—Τὰ τελευταῖα τηλεγραφήματα ἐκ Πορτσμούθης τῶν Ἡνωμ. Πολιτειῶν ἀναγγέλλουσιν ὅτι ἀποβαίνει ἀδύνατος ἡ συμφωνία τῶν Ρώσσων καὶ Ἰαπώνων πληρεξουσίων ἐπὶ τῶν ὅρων τῆς εἰρήνης. [1363,274,1557,381]
quote-cell: 380.— [158,398,190,410]
quote-cell: 520.— [158,306,190,318]
memorial-title: ΜΝΗΜΟΣΥΝΟΝ [1396,759,1524,777]
crete-article [48,1150,326,1364]
quote-cell: 96.— [299,386,324,398]
market-paragraph: Ἠλεκτρ. Ἑταιρίας παρετηρήθη ἔλλειψις πρὸς παράδοσιν τίτλων, ἕνεκα τούτου τὸ ρεπὸρ κατῆλθεν εἰς τὰ 30 λεπτά. Ἐπληρώθησαν μέχρι τῶν 116 καὶ ἔκλεισαν εἰς τὰ 115 3/4. [48,717,326,771]
crete-paragraph: Ἐν σχέσει πρὸς τὰς διαμαρτυρίας τὰς ὁποίας ἀπηύθυνεν ἡ ἡμετέρα Κυβέρνησις πρὸς τὰς Δυνάμεις περὶ τοῦ Κρητικοῦ ζητήματος, ὁ «Χρόνος» τοῦ Λονδίνου δημοσιεύει εἰς τὸ τελευταῖον αὐτοῦ φύλλον τὸ ἑξῆς τηλεγράφημα ἐκ τοῦ ἐν Ἀθήναις ἀνταποκριτοῦ αὐτοῦ: [48,1150,326,1230]
quote-cell: 150.— [293,524,324,536]
serial-paragraph: Κοντὰ εἰς τὴν Κρενιώ, ἡ ὁποία ἔκοπτε δειλῶς, πρὸς τὸ μέρος τοῦ δέκατου τὸν Σαρανταπό τὸ κονσολαριὸν ἀνδίστιμα καὶ τὸ ἐπάνωθεν τοῦ προσώπου του ἀγαθῆς μορφῆς. [1113,192,1346,259]
quote-cell: 121.75 [290,478,324,490]
libel-subtitle: ΕΝΑΝΤΙΟΝ ΤΟΥ ΦΕΡΔΙΝΑΝΔΟΥ [637,1332,860,1348]
libel-title: ΛΙΒΕΛΛΟΣ [661,1297,836,1331]
notice-paragraph: Ἐνοικιάζεται ὁδὸς Σταδίου ἀρ. 45 Εὐρύχωρον διαμέρισμα διὰ Γραφεῖα. Πληροφορίαι εἰς τὸ κατάστημα. [1363,1343,1557,1397]
volos-paragraph: Ἡ ἔκθεσις εἶνε πλουσιωτάτη. Ὑπερέχει τὸ τμῆμα τῆς γεωργίας, ὡς καὶ τὸ τῆς ὑφαντουργίας. Τὸ τμῆμα τῶν οἴνων καὶ ποτῶν εἶναι ἐπίσης πλουσιώτατον. [48,1517,326,1571]
lead-paragraph: Ὁ ἐρεθισμὸς ἐν ταῖς ἐπαρχίαις εἶνε σοβαρώτατος. Τοιαῦτα σώματα, ὅπως ἐνεργήσωσι κατὰ τοῦ ἐπαναστατικοῦ κινήματος καταρτίσθησαν ἤδη πολλαχοῦ. [874,510,1097,590]
perilipsis-signature-2: Ἀριστοτέλης Ἀ. Ἰατρού [1229,938,1346,950]
quote-cell: 178.— [158,409,190,421]
quote-cell: Ren.Française [193,340,263,352]
quote-cell: Α.Ἐθν.Τραπ. [50,306,111,318]
volos-continued-paragraph: Ἡ διακόσμησις τῶν κεντρικῶν ὁδῶν ἐξακολουθεῖ. Θὰ συντελεσθῇ δὲ μέχρι τῆς πρωΐας. [343,204,621,245]
crete-paragraph: «Ἡ κατάστασις ἐν Κρήτῃ καθίσταται ἀπὸ ἡμέρας εἰς ἡμέραν κρισιμωτέρα. Ἡ δὲ ἑλληνικὴ Κυβέρνησις εὑρίσκεται εἰς τὴν ἀνάγκην νὰ ἐπικαλεσθῇ τὴν προσοχὴν τῶν Δυνάμεων ἐπὶ τῶν κινδύνων οὓς ἀρνητικὸν ἀποτέλεσμα τῆς πολιτικῆς αὐτῶν καὶ περὶ τῶν ὁποίων συνεπάγεται ἡ σημερινὴ κατάστασις, διότι τὸ κίνημα ἐν Κρήτῃ ἔλαβε διαστάσεις καὶ ἔχει τάσιν νὰ ἀποτελέσῃ σοβαρὸν κίνδυνον διὰ τὴν ἡσυχίαν τῆς νήσου καὶ τῆς Ἀνατολῆς ἐν γένει.» [48,1232,326,1365]
quote-row [48,398,326,410]
notice-paragraph: Τὴν Κυριακὴν 14 Αὐγούστου ἐ. ἔ. ἡμέραν Κυριακὴν καὶ ὥραν 10ην π. μ. ἐπαναλαμβάνεται ὑπὸ τῆς Ἐπιτροπῆς τοῦ Πανελληνίου Ταμείου ἡ δημοπρασία πρὸς ἐκμίσθωσιν τῶν καταστημάτων. [1363,1166,1557,1246]
quote-row [48,490,326,502]
quote-row [48,318,326,330]
crete-title: Η ΚΑΤΑΣΤΑΣΙΣ ΕΙΣ ΤΗΝ ΚΡΗΤΗΝ [70,1082,304,1133]
quote-cell: 3717.50 [149,329,190,341]
quote-cell: » Βιομηχ. [50,375,96,387]
market-paragraph: Τραπέζης Ἀθηνῶν ἐπληρώθησαν μέχρι 155.50 καὶ ἔκλεισαν περὶ τὰ 154.50. [48,688,326,715]
quote-cell: Ch. Thessalie [193,375,258,387]
lead-story [630,96,1105,806]
serial-paragraph: «Ἀ, ναί! ἐλησμόνει! ἐλησμόνει, ὅτι μεταξὺ τῆς Κρενιῶς καὶ αὐτοῦ ὑπῆρχε κάτι πλέον ἀπὸ ἁπλοῦν ἐνδιαφέρον, ὅτι τίποτε ἄλλο δὲν ἐσήμαινε πλέον ἀπὸ τὰ ἄλλα.» [1113,261,1346,328]
exchange-date: 5 Αὐγούστου 1905 [231,256,326,268]
calendar-line: Μεταμόρφωσις τοῦ Σωτῆρος [113,155,261,166]
quote-cell [140,525,192,537]
serial-paragraph: Μὲ τὰ χέρια σταυρωμένα εἰς τὸ στῆθος ἐστάθη ὁ Σωτήρης καὶ ἐσκέφθη. Τὸ λεπτὸν αὐτὸ ἦτο τὸ βαρύτερον τῆς ζωῆς του. [1113,514,1346,568]
quote-cell: 54.50 [296,306,324,318]
paper-name: ΕΜΠΡΟΣ [707,46,898,81]
volos-telegram-note: (Ἰδιαίτερον τηλεγράφημα «Ἐμπρός») [93,1420,281,1432]
misc-paragraph: Ὁ «ΡΩΜΗΟΣ»— Περιεχόμενα: Περικλέτος, Φασουλής, κι' ὁ Ρωμηὸς ὁ προστυχός. Ὄνειρα τῆς Ρουμανίας. Οἱ Ρωμηοῖοι τρεῖς στηλήσεις ἀπ' τὸ Ὀλύμπου. [875,1344,1098,1411]
quote-cell: 58.— [299,409,324,421]
lead-article [638,428,1097,593]
market-paragraph: Δημοσίων Ἔργων ἀπὸ 67 1/4 ἀνῆλθον εἰς τὰ 68 1/4 ὅπου καὶ ἔκλεισαν. [48,815,326,843]
serial-part: ΜΕΡΟΣ Γ' [1200,176,1259,190]
quotes-table [48,272,326,537]
sweden-paragraph: Ἐν σχέσει πρὸς τὸ σημερινὸν τηλεγράφημα τοῦ Ἀθηναϊκοῦ πρακτορείου περὶ τοῦ ἀποτελέσματος τοῦ δημοψηφίσματος ὁ «Χρόνος» τῶν Παρισίων δημοσιεύει τηλεγράφημα ἐκ Κοπεγχάγης ὅτι ἡ Νορβηγία ἐπιθυμεῖ ὅπως ἀμέσως μετὰ τὸ δημοψήφισμα διακανονίσῃ τὸ ζήτημα τῆς διαλύσεως τῆς ἑνώσεως μετὰ τῆς Σουηδίας. Ἡ Σουηδία τοὐναντίον ζητεῖ ὅπως προηγηθῇ ἡ διαπραγμάτευσις τῶν ὅρων, ἄλλως ὁ πόλεμος εἶνε ἀναπόφευκτος. [875,987,1098,1159]
quote-cell: Electricité [193,386,244,398]
peace-paragraph: Ὁ «Χρόνος» τῶν Παρισίων ἀναγράφει ὅτι ὅσον ἀφορᾷ τοὺς ὅρους τοῦ περιορισμοῦ τῶν εἰς τὰ θέσεις τῆς Ἀπω Ἀνατολῆς ναυτικῶν δυνάμεων τῆς Ρωσσίας καὶ τῆς παραδόσεως εἰς τὴν Ἰαπωνίαν τῶν εἰς οὐδετέρους λιμένας καταφυγόντων ρωσσικῶν πολεμικῶν ἐπικρατεῖ παρὰ τοῖς πολιτικοῖς κύκλοις ἡ γνώμη, ὅτι ἡ Ἰαπωνία θὰ παραιτηθῇ ἐν τέλει τῶν δύο ὅρων τούτων, διότι σπουδαίως προσκρούουσιν εἰς τὰ πολιτικὰ συμφέροντα. [343,436,621,569]
quote-cell: Πανελληνίου [50,490,115,502]
perilipsis-signature: Ὁ Γραμματεὺς Γ. Λάζαρος [1212,923,1346,935]
press-telegram-note: (ΙΔΙΑΙΤΕΡΟΝ ΤΗΛΕΓΡΑΦΗΜΑ ΤΟΥ «ΕΜΠΡΟΣ»)(ΤΟΥ ΣΥΝΤΑΚΤΟΥ ΜΑΣ) [1376,251,1544,271]
